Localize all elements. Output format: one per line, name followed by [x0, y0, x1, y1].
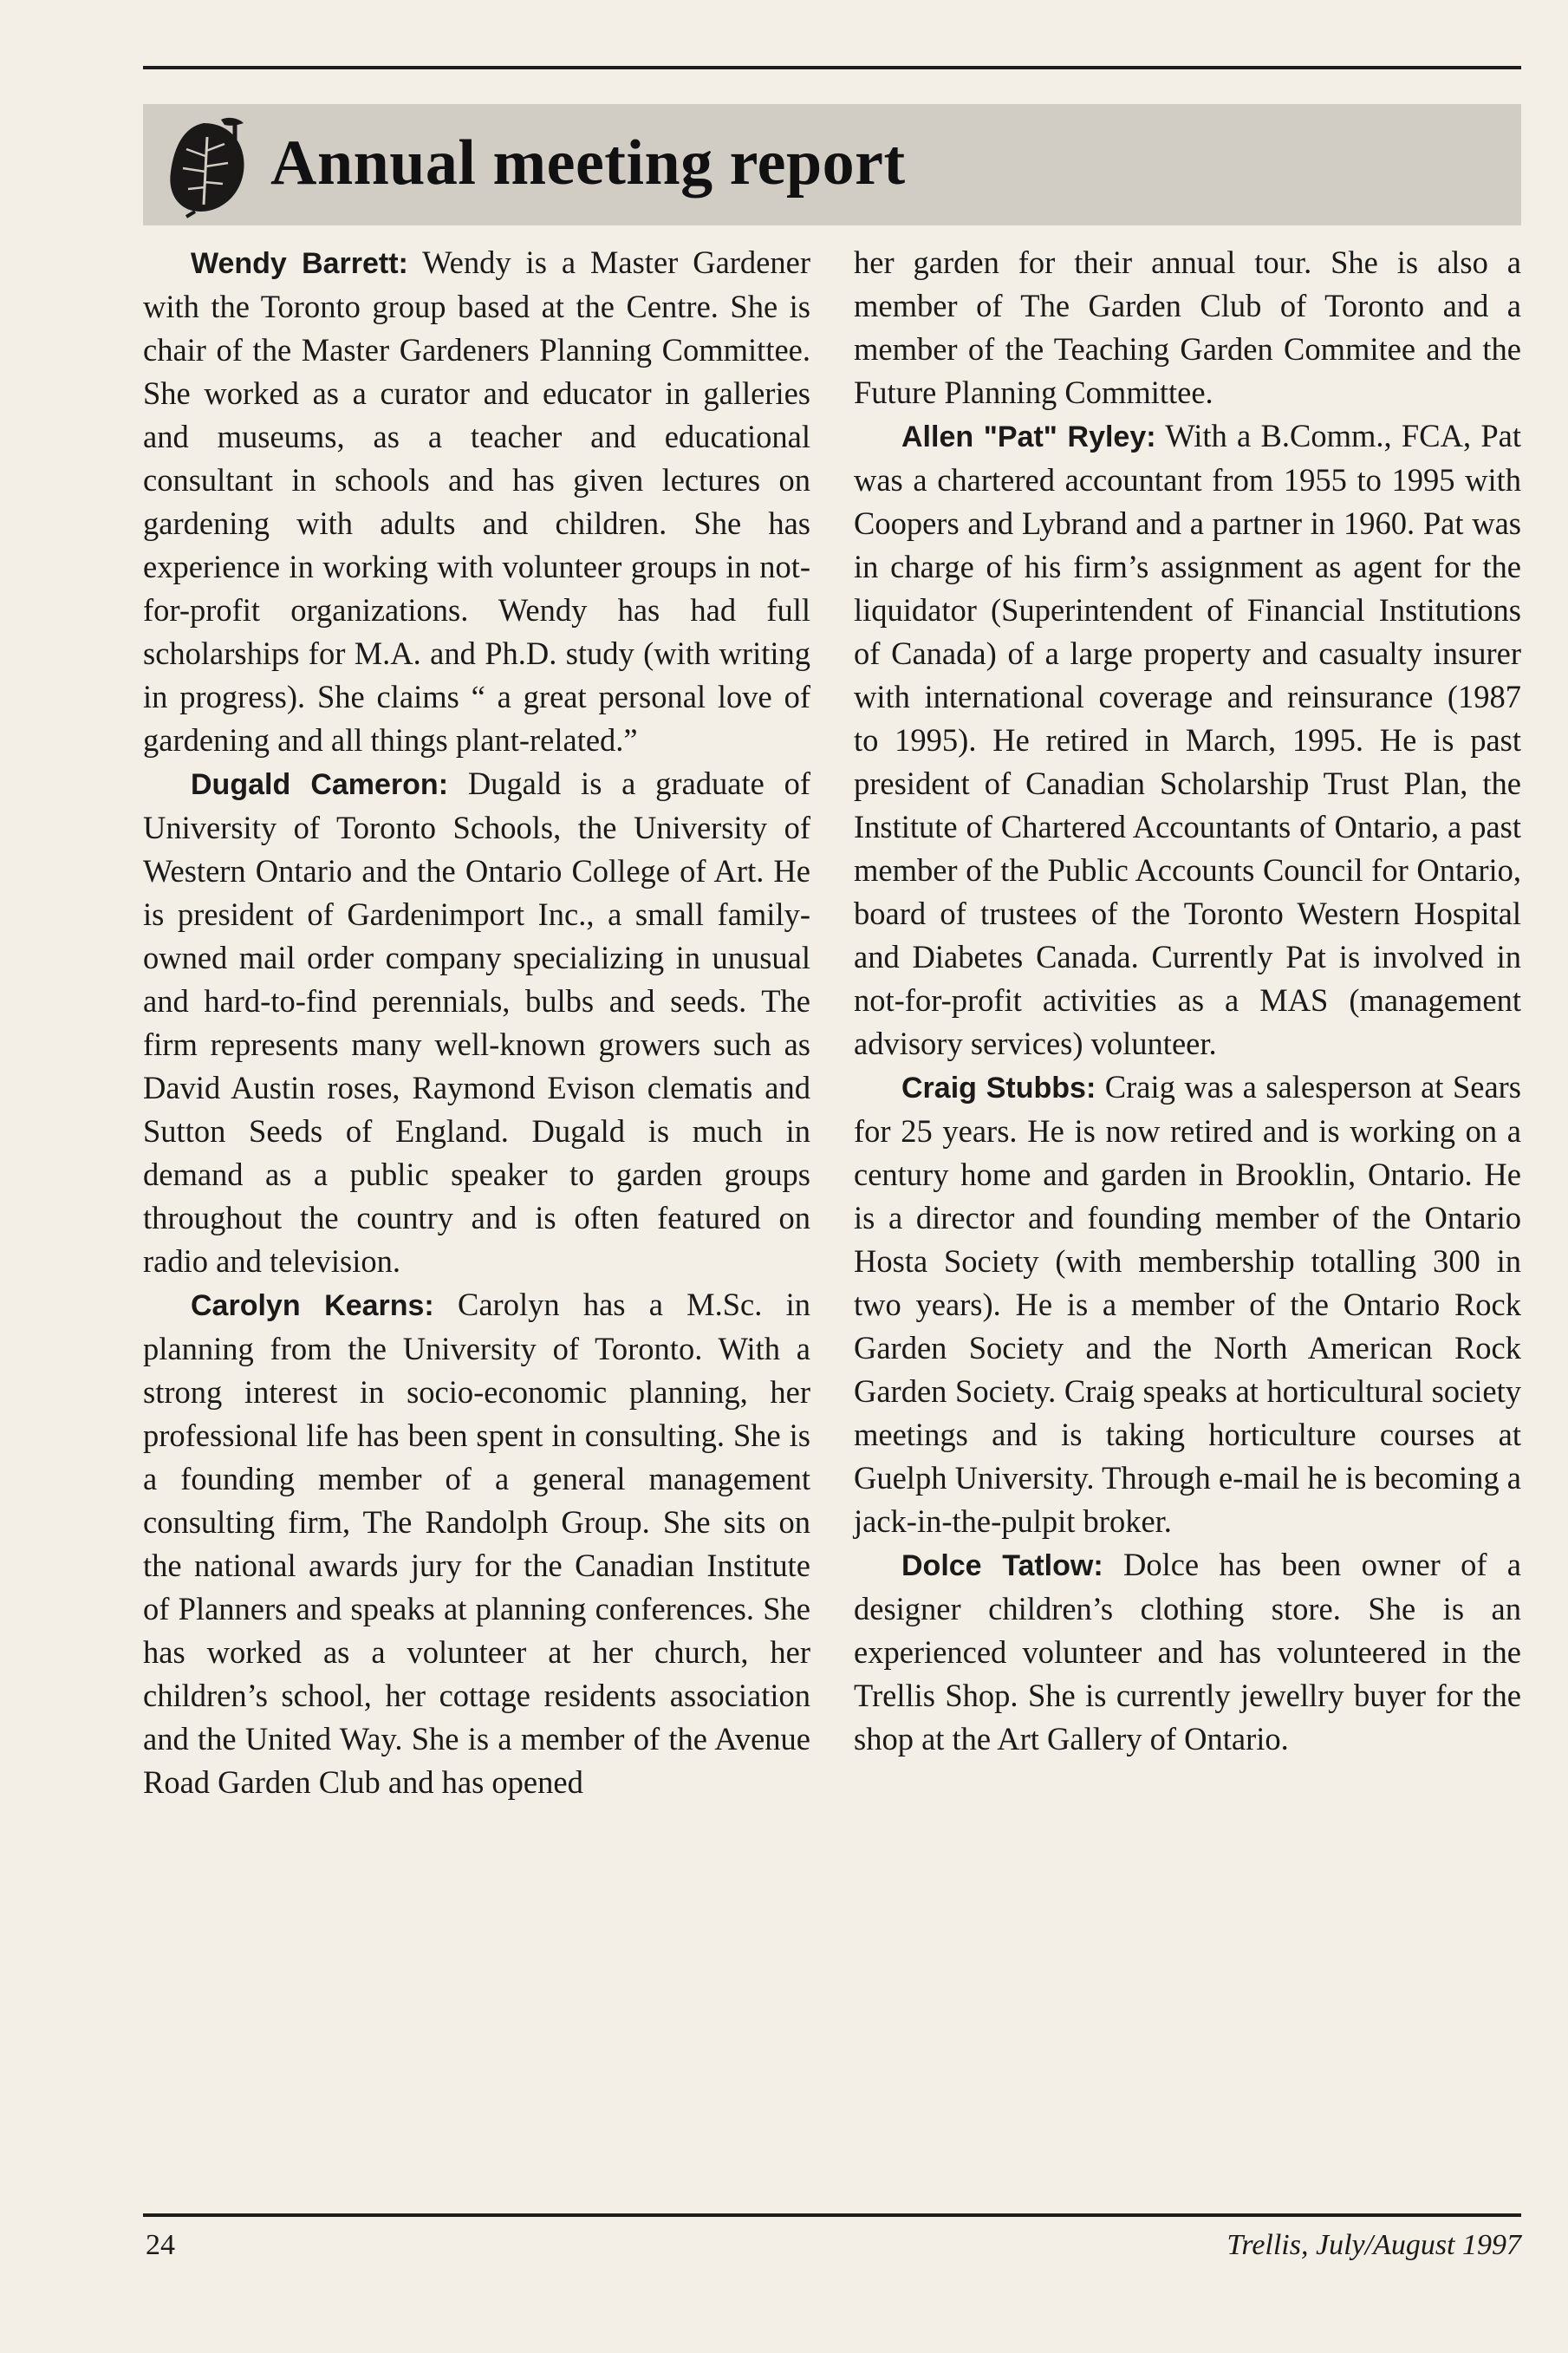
bio-name: Allen "Pat" Ryley:	[901, 420, 1156, 453]
page-number: 24	[146, 2229, 175, 2261]
bio-text: Dolce has been owner of a designer children’s clothing store. She is an experienced volunteer and has volunteered in the Trellis Shop. She is currently jewellry buyer for the shop at the Art Gallery of Ontario.	[854, 1547, 1522, 1757]
bio-paragraph-dugald-cameron	[143, 762, 810, 1283]
bio-text: With a B.Comm., FCA, Pat was a chartered accountant from 1955 to 1995 with Coopers and Lybrand and a partner in 1960. Pat was in charge of his firm’s assignment as agent for the liquidator (Superintendent of Financial Institutions of Canada) of a large property and casualty insurer with international coverage and reinsurance (1987 to 1995). He retired in March, 1995. He is past president of Canadian Scholarship Trust Plan, the Institute of Chartered Accountants of Ontario, a past member of the Public Accounts Council for Ontario, board of trustees of the Toronto Western Hospital and Diabetes Canada. Currently Pat is involved in not-for-profit activities as a MAS (management advisory services) volunteer.	[854, 418, 1522, 1061]
top-rule	[143, 66, 1521, 69]
bio-name: Dolce Tatlow:	[901, 1549, 1103, 1582]
bio-paragraph-allen-ryley	[854, 414, 1521, 1066]
bio-name: Carolyn Kearns:	[191, 1289, 434, 1322]
right-column	[854, 241, 1521, 1761]
bio-text: Wendy is a Master Gardener with the Toronto group based at the Centre. She is chair of the Master Gardeners Planning Committee. She worked as a curator and educator in galleries and museums, as a teacher and educational consultant in schools and has given lectures on gardening with adults and children. She has experience in working with volunteer groups in not-for-profit organizations. Wendy has had full scholarships for M.A. and Ph.D. study (with writing in progress). She claims “ a great personal love of gardening and all things plant-related.”	[143, 244, 810, 758]
bio-text: Carolyn has a M.Sc. in planning from the University of Toronto. With a strong interest in socio-economic planning, her professional life has been spent in consulting. She is a founding member of a general management consulting firm, The Randolph Group. She sits on the national awards jury for the Canadian Institute of Planners and speaks at planning conferences. She has worked as a volunteer at her church, her children’s school, her cottage residents association and the United Way. She is a member of the Avenue Road Garden Club and has opened	[143, 1287, 811, 1800]
bio-text: Craig was a salesperson at Sears for 25 years. He is now retired and is working on a century home and garden in Brooklin, Ontario. He is a director and founding member of the Ontario Hosta Society (with membership totalling 300 in two years). He is a member of the Ontario Rock Garden Society and the North American Rock Garden Society. Craig speaks at horticultural society meetings and is taking horticulture courses at Guelph University. Through e-mail he is becoming a jack-in-the-pulpit broker.	[854, 1069, 1521, 1539]
bio-paragraph-wendy-barrett	[143, 241, 810, 762]
leaf-icon	[160, 114, 254, 218]
bio-name: Wendy Barrett:	[191, 247, 408, 280]
left-column	[143, 241, 810, 1804]
bio-paragraph-craig-stubbs	[854, 1066, 1521, 1543]
bio-paragraph-dolce-tatlow	[854, 1543, 1521, 1761]
bio-text: Dugald is a graduate of University of Toronto Schools, the University of Western Ontario and the Ontario College of Art. He is president of Gardenimport Inc., a small family-owned mail order company specializing in unusual and hard-to-find perennials, bulbs and seeds. The firm represents many well-known growers such as David Austin roses, Raymond Evison clematis and Sutton Seeds of England. Dugald is much in demand as a public speaker to garden groups throughout the country and is often featured on radio and television.	[143, 766, 810, 1279]
bio-name: Craig Stubbs:	[901, 1072, 1096, 1105]
bio-name: Dugald Cameron:	[191, 768, 449, 801]
bio-paragraph-continued: her garden for their annual tour. She is also a member of The Garden Club of Toronto and a member of the Teaching Garden Commitee and the Future Planning Committee.	[854, 244, 1521, 410]
article-title: Annual meeting report	[270, 127, 906, 199]
bio-paragraph-carolyn-kearns	[143, 1283, 810, 1804]
bottom-rule	[143, 2213, 1521, 2217]
journal-citation: Trellis, July/August 1997	[1226, 2229, 1521, 2261]
